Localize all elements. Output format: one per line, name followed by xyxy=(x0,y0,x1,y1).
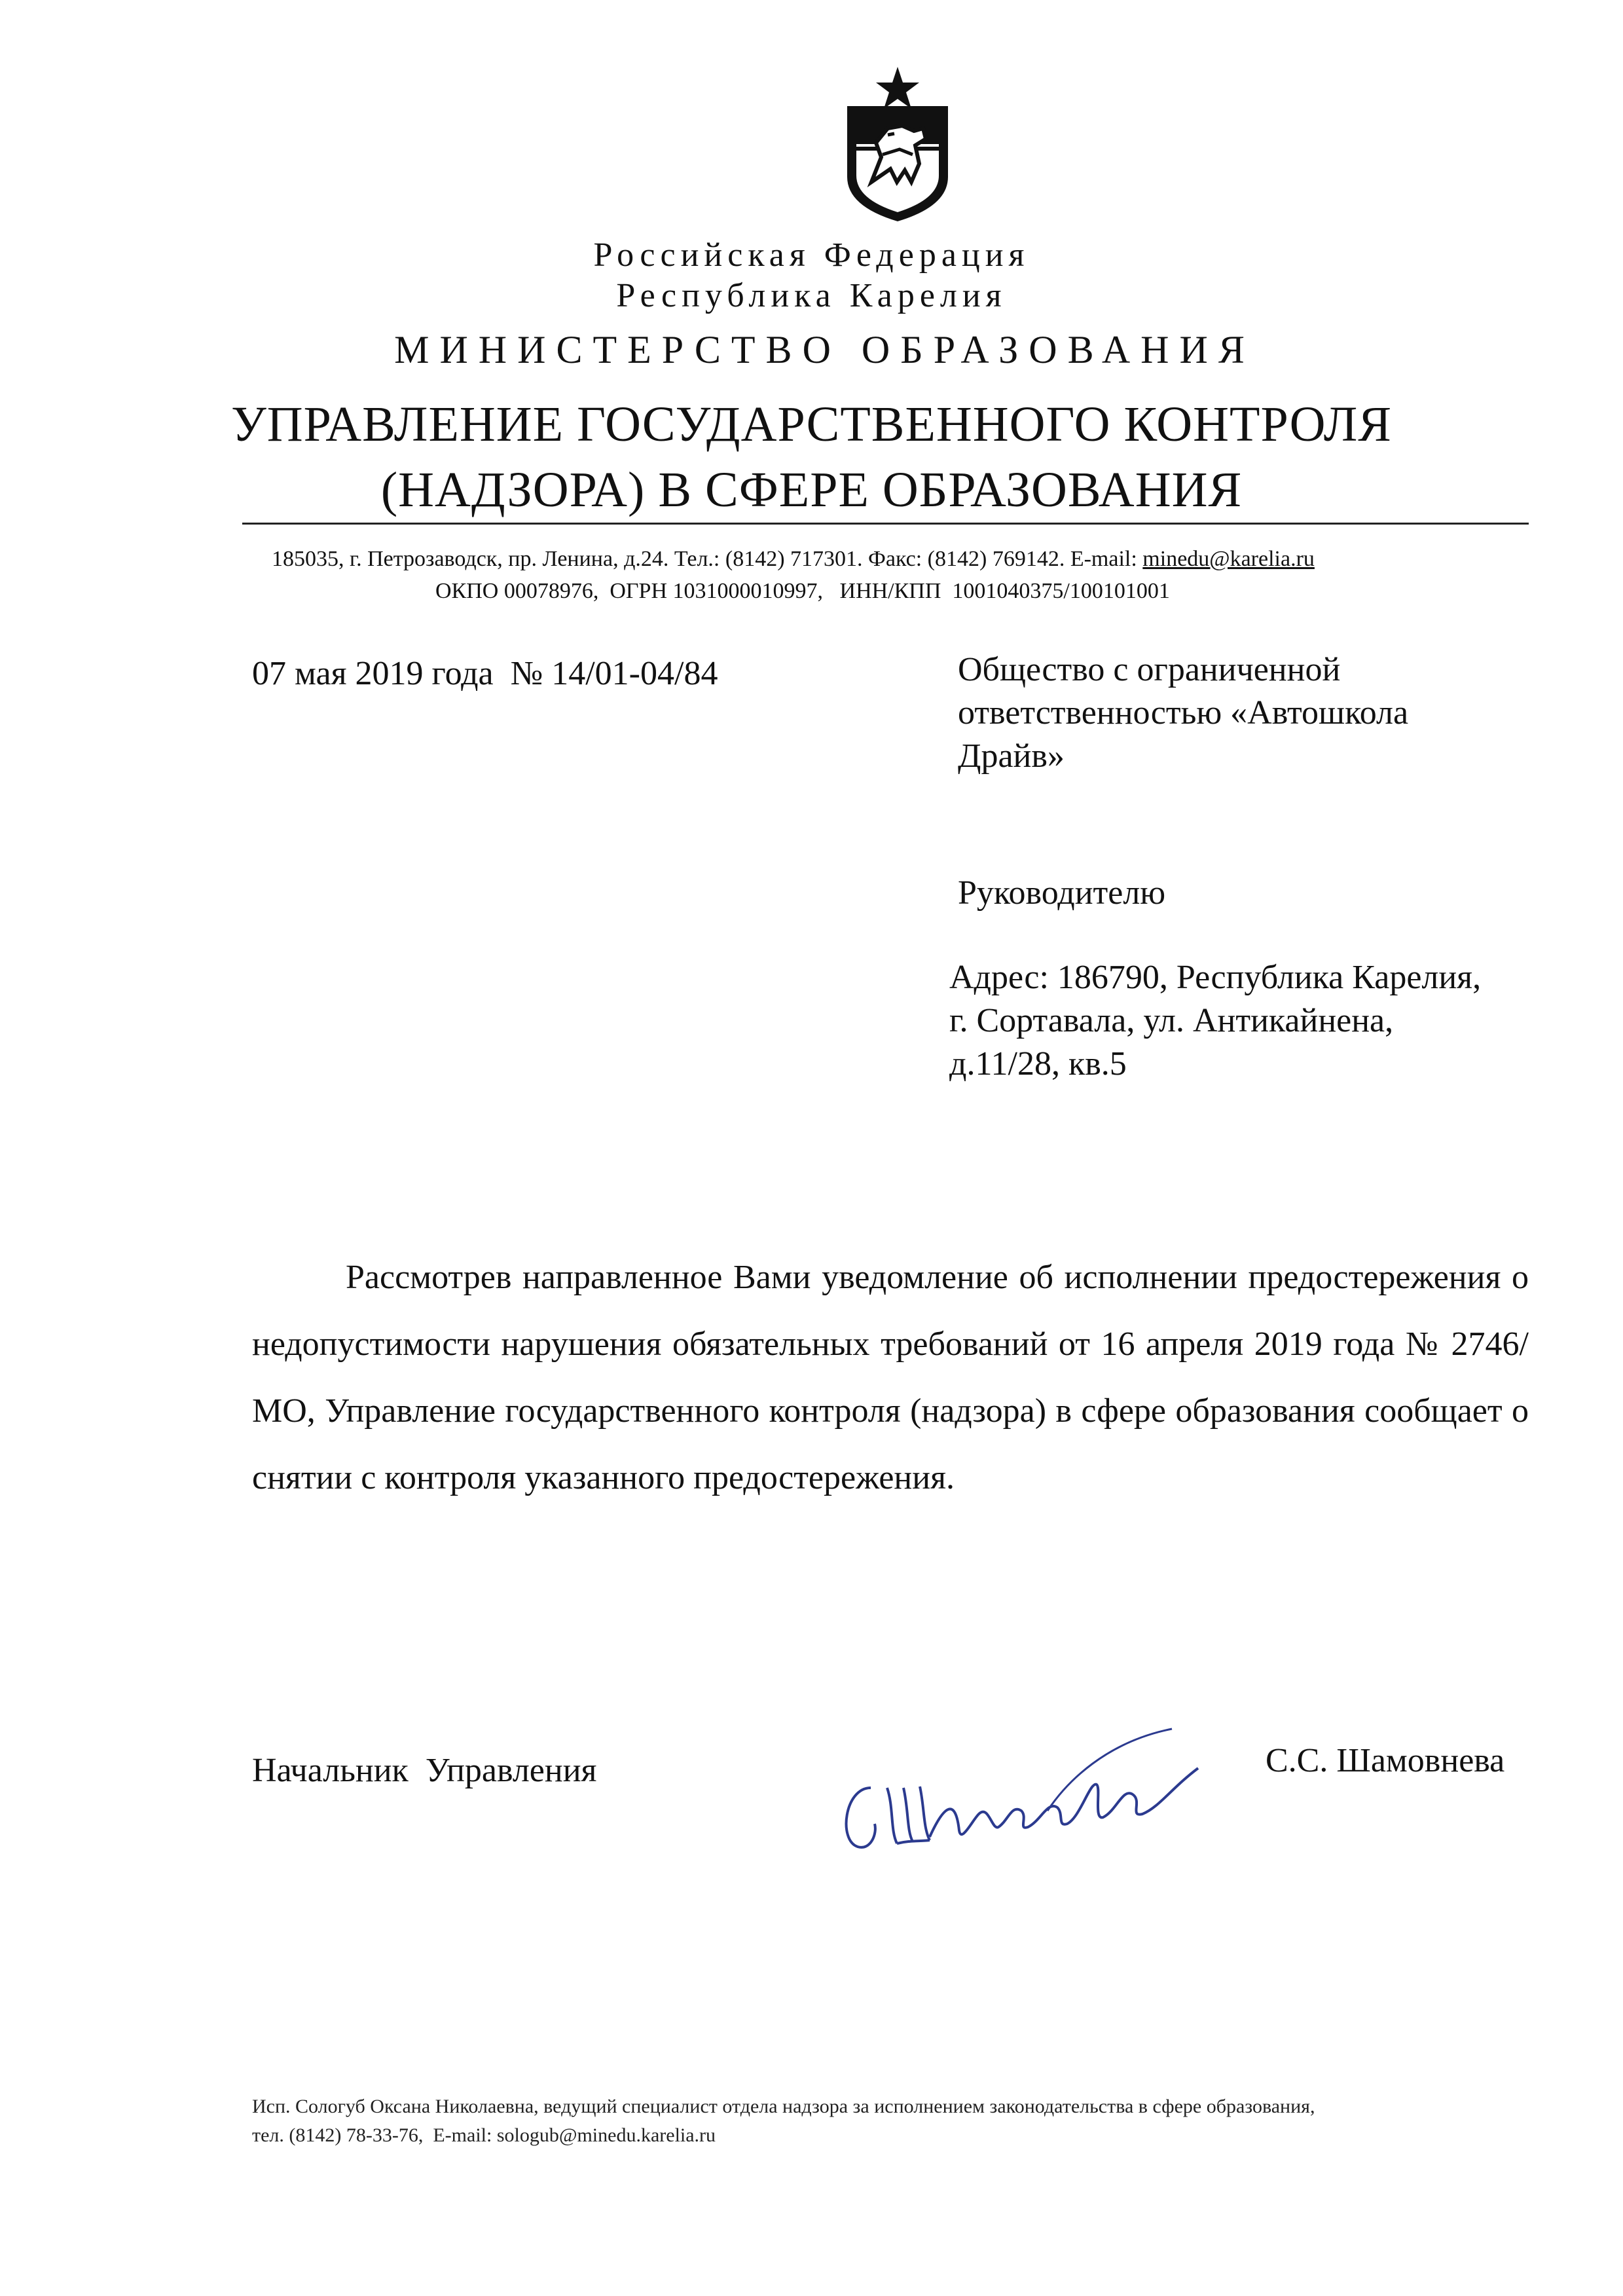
recipient-address-line: Адрес: 186790, Республика Карелия, xyxy=(949,959,1482,996)
karelia-coat-of-arms-icon xyxy=(842,65,953,223)
registry-line: ОКПО 00078976, ОГРН 1031000010997, ИНН/КПП 1001040375/100101001 xyxy=(435,579,1170,603)
letter-body: Рассмотрев направленное Вами уведомление об исполнении предостережения о недопустимости нарушения обязательных требований от 16 апреля 2019 года № 2746/МО, Управление государственного контроля (надзора) в сфере образования сообщает о снятии с контроля указанного предостережения. xyxy=(252,1259,1529,1496)
recipient-org-line: Общество с ограниченной xyxy=(958,651,1341,688)
ministry-title: МИНИСТЕРСТВО ОБРАЗОВАНИЯ xyxy=(394,328,1255,371)
recipient-address xyxy=(949,956,1481,1086)
signer-title: Начальник Управления xyxy=(252,1752,597,1789)
executor-line: Исп. Сологуб Оксана Николаевна, ведущий специалист отдела надзора за исполнением законодательства в сфере образования, xyxy=(252,2096,1315,2117)
contact-line xyxy=(272,547,1529,572)
signer-name: С.С. Шамовнева xyxy=(1266,1742,1505,1779)
department-title-line1: УПРАВЛЕНИЕ ГОСУДАРСТВЕННОГО КОНТРОЛЯ xyxy=(230,397,1392,452)
executor-info xyxy=(252,2092,1548,2150)
recipient-organization xyxy=(958,648,1408,778)
recipient-address-line: г. Сортавала, ул. Антикайнена, xyxy=(949,1002,1394,1039)
recipient-org-line: ответственностью «Автошкола xyxy=(958,694,1409,731)
department-title-line2: (НАДЗОРА) В СФЕРЕ ОБРАЗОВАНИЯ xyxy=(380,462,1243,517)
recipient-position: Руководителю xyxy=(958,874,1166,912)
country-title: Российская Федерация xyxy=(593,236,1030,274)
executor-contact: тел. (8142) 78-33-76, E-mail: sologub@minedu.karelia.ru xyxy=(252,2124,716,2146)
handwritten-signature xyxy=(831,1690,1237,1860)
republic-title: Республика Карелия xyxy=(616,277,1007,314)
address-text: 185035, г. Петрозаводск, пр. Ленина, д.24. Тел.: (8142) 717301. Факс: (8142) 769142. E-mail: xyxy=(272,547,1143,571)
recipient-org-line: Драйв» xyxy=(958,737,1065,775)
letter-date-number: 07 мая 2019 года № 14/01-04/84 xyxy=(252,655,718,692)
recipient-address-line: д.11/28, кв.5 xyxy=(949,1045,1127,1083)
email-link[interactable]: minedu@karelia.ru xyxy=(1142,547,1315,571)
header-divider xyxy=(242,523,1529,525)
